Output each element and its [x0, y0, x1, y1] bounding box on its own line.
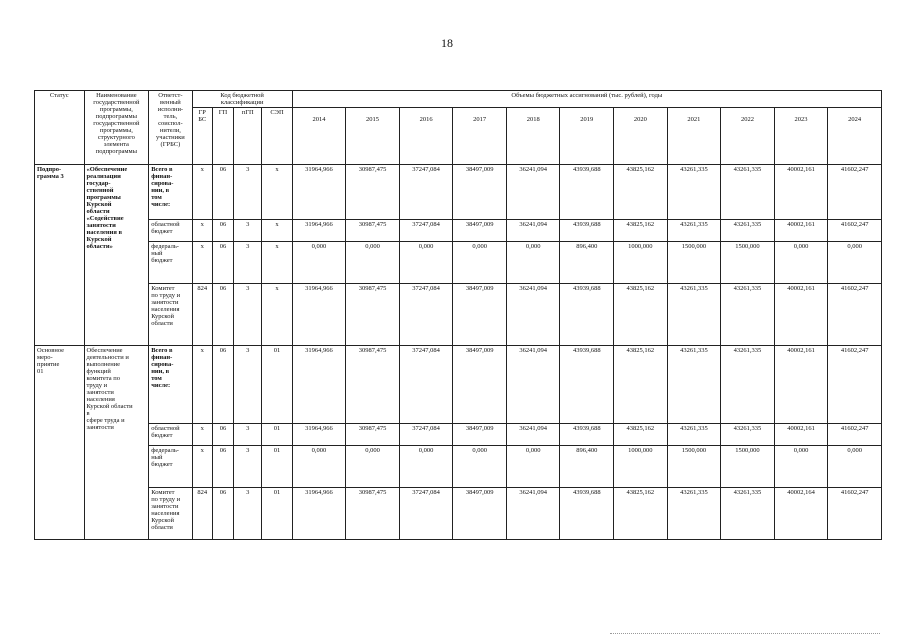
- row-value: 43939,688: [560, 488, 614, 540]
- header-year: 2016: [399, 108, 453, 165]
- row-code: 06: [212, 424, 233, 446]
- row-code: 3: [234, 446, 262, 488]
- row-program-name: Обеспечение деятельности и выполнение функций комитета по труду и занятости населения Курской области в сфере труда и занятости: [84, 346, 149, 540]
- row-value: 37247,084: [399, 220, 453, 242]
- row-value: 1000,000: [614, 242, 668, 284]
- row-responsible: федераль- ный бюджет: [149, 446, 192, 488]
- page-number: 18: [441, 36, 453, 50]
- row-code: х: [192, 346, 212, 424]
- row-value: 41602,247: [828, 220, 882, 242]
- row-value: 30987,475: [346, 488, 400, 540]
- header-status: Статус: [35, 91, 85, 165]
- row-code: 06: [212, 242, 233, 284]
- row-code: 3: [234, 242, 262, 284]
- row-responsible: Комитет по труду и занятости населения Курской области: [149, 488, 192, 540]
- row-status: Основное меро- приятие 01: [35, 346, 85, 540]
- row-value: 1500,000: [721, 446, 775, 488]
- footer-divider: [610, 633, 880, 635]
- row-value: 36241,094: [506, 165, 560, 220]
- row-value: 43261,335: [721, 488, 775, 540]
- table-row: [35, 424, 882, 446]
- row-code: х: [262, 242, 292, 284]
- header-year: 2015: [346, 108, 400, 165]
- row-value: 1500,000: [667, 446, 721, 488]
- header-year: 2020: [614, 108, 668, 165]
- row-value: 41602,247: [828, 424, 882, 446]
- header-year: 2014: [292, 108, 346, 165]
- row-responsible: федераль- ный бюджет: [149, 242, 192, 284]
- row-code: 3: [234, 424, 262, 446]
- row-value: 37247,084: [399, 488, 453, 540]
- row-value: 1500,000: [721, 242, 775, 284]
- row-value: 0,000: [346, 446, 400, 488]
- row-value: 38497,009: [453, 284, 507, 346]
- row-value: 43825,162: [614, 424, 668, 446]
- row-value: 43261,335: [667, 165, 721, 220]
- row-value: 30987,475: [346, 284, 400, 346]
- row-value: 43261,335: [667, 424, 721, 446]
- header-name: Наименование государственной программы, подпрограммы государственной программы, структурного элемента подпрограммы: [84, 91, 149, 165]
- row-code: 824: [192, 488, 212, 540]
- row-value: 36241,094: [506, 284, 560, 346]
- table-row: [35, 446, 882, 488]
- row-value: 40002,161: [774, 220, 828, 242]
- row-value: 38497,009: [453, 165, 507, 220]
- row-value: 38497,009: [453, 488, 507, 540]
- row-code: 06: [212, 220, 233, 242]
- row-code: х: [192, 220, 212, 242]
- header-volumes: Объемы бюджетных ассигнований (тыс. рублей), годы: [292, 91, 881, 108]
- header-code-col: ГР БС: [192, 108, 212, 165]
- row-value: 43939,688: [560, 165, 614, 220]
- row-value: 37247,084: [399, 165, 453, 220]
- row-value: 30987,475: [346, 165, 400, 220]
- header-year: 2023: [774, 108, 828, 165]
- row-value: 40002,164: [774, 488, 828, 540]
- row-code: 01: [262, 346, 292, 424]
- row-value: 43939,688: [560, 346, 614, 424]
- row-code: 06: [212, 446, 233, 488]
- row-responsible: областной бюджет: [149, 424, 192, 446]
- row-value: 1000,000: [614, 446, 668, 488]
- row-value: 31964,966: [292, 424, 346, 446]
- row-value: 0,000: [828, 242, 882, 284]
- row-code: 3: [234, 488, 262, 540]
- row-value: 0,000: [292, 446, 346, 488]
- row-value: 30987,475: [346, 424, 400, 446]
- row-code: 3: [234, 220, 262, 242]
- row-responsible: Комитет по труду и занятости населения Курской области: [149, 284, 192, 346]
- row-value: 43261,335: [667, 284, 721, 346]
- row-value: 43261,335: [721, 284, 775, 346]
- header-responsible: Ответст- венный исполни- тель, соиспол- нители, участники (ГРБС): [149, 91, 192, 165]
- row-value: 36241,094: [506, 346, 560, 424]
- row-value: 0,000: [828, 446, 882, 488]
- row-responsible: Всего в финан- сирова- нии, в том числе:: [149, 165, 192, 220]
- row-code: 06: [212, 346, 233, 424]
- row-value: 36241,094: [506, 488, 560, 540]
- row-code: 3: [234, 165, 262, 220]
- header-code-col: пГП: [234, 108, 262, 165]
- row-code: х: [192, 446, 212, 488]
- row-value: 38497,009: [453, 346, 507, 424]
- row-code: 01: [262, 488, 292, 540]
- row-value: 1500,000: [667, 242, 721, 284]
- row-value: 0,000: [774, 242, 828, 284]
- row-value: 43261,335: [667, 220, 721, 242]
- row-value: 0,000: [453, 446, 507, 488]
- row-value: 41602,247: [828, 488, 882, 540]
- row-value: 43825,162: [614, 220, 668, 242]
- row-value: 43261,335: [667, 488, 721, 540]
- row-code: х: [262, 220, 292, 242]
- row-value: 41602,247: [828, 165, 882, 220]
- header-budget-code: Код бюджетной классификации: [192, 91, 292, 108]
- row-value: 0,000: [292, 242, 346, 284]
- row-value: 0,000: [399, 446, 453, 488]
- row-program-name: «Обеспечение реализации государ- ственной программы Курской области «Содействие занятости населения в Курской области»: [84, 165, 149, 346]
- row-value: 30987,475: [346, 220, 400, 242]
- table-row: [35, 284, 882, 346]
- row-code: 3: [234, 284, 262, 346]
- row-value: 43939,688: [560, 220, 614, 242]
- row-value: 0,000: [774, 446, 828, 488]
- row-code: 06: [212, 488, 233, 540]
- row-value: 37247,084: [399, 284, 453, 346]
- row-value: 41602,247: [828, 346, 882, 424]
- row-value: 0,000: [399, 242, 453, 284]
- row-value: 43261,335: [721, 346, 775, 424]
- row-value: 0,000: [453, 242, 507, 284]
- row-status: Подпро- грамма 3: [35, 165, 85, 346]
- row-value: 0,000: [506, 446, 560, 488]
- table-row: [35, 165, 882, 220]
- row-value: 43825,162: [614, 488, 668, 540]
- row-value: 896,400: [560, 242, 614, 284]
- row-value: 38497,009: [453, 424, 507, 446]
- row-value: 40002,161: [774, 424, 828, 446]
- row-code: х: [192, 165, 212, 220]
- budget-allocation-table: [34, 90, 882, 540]
- header-year: 2021: [667, 108, 721, 165]
- row-code: х: [192, 424, 212, 446]
- header-year: 2018: [506, 108, 560, 165]
- row-value: 30987,475: [346, 346, 400, 424]
- table-row: [35, 242, 882, 284]
- header-year: 2022: [721, 108, 775, 165]
- row-value: 37247,084: [399, 424, 453, 446]
- table-row: [35, 346, 882, 424]
- table-row: [35, 220, 882, 242]
- row-value: 43939,688: [560, 424, 614, 446]
- row-value: 43825,162: [614, 346, 668, 424]
- row-code: х: [262, 165, 292, 220]
- row-value: 31964,966: [292, 488, 346, 540]
- row-responsible: Всего в финан- сирова- нии, в том числе:: [149, 346, 192, 424]
- row-code: 06: [212, 284, 233, 346]
- row-code: 3: [234, 346, 262, 424]
- row-value: 43825,162: [614, 284, 668, 346]
- row-value: 38497,009: [453, 220, 507, 242]
- row-code: 06: [212, 165, 233, 220]
- header-year: 2019: [560, 108, 614, 165]
- row-value: 43939,688: [560, 284, 614, 346]
- table-header-row: [35, 91, 882, 108]
- table-row: [35, 488, 882, 540]
- row-value: 40002,161: [774, 284, 828, 346]
- row-value: 0,000: [506, 242, 560, 284]
- row-code: 01: [262, 424, 292, 446]
- header-code-col: ГП: [212, 108, 233, 165]
- row-code: х: [192, 242, 212, 284]
- row-value: 43261,335: [721, 165, 775, 220]
- row-value: 43261,335: [667, 346, 721, 424]
- header-year: 2024: [828, 108, 882, 165]
- row-value: 36241,094: [506, 424, 560, 446]
- row-value: 31964,966: [292, 165, 346, 220]
- row-responsible: областной бюджет: [149, 220, 192, 242]
- row-value: 37247,084: [399, 346, 453, 424]
- row-code: х: [262, 284, 292, 346]
- row-value: 43261,335: [721, 424, 775, 446]
- row-code: 824: [192, 284, 212, 346]
- row-value: 0,000: [346, 242, 400, 284]
- row-value: 896,400: [560, 446, 614, 488]
- row-value: 40002,161: [774, 165, 828, 220]
- header-code-col: СЭП: [262, 108, 292, 165]
- row-value: 40002,161: [774, 346, 828, 424]
- header-year: 2017: [453, 108, 507, 165]
- row-value: 43261,335: [721, 220, 775, 242]
- row-value: 31964,966: [292, 284, 346, 346]
- row-value: 36241,094: [506, 220, 560, 242]
- row-value: 43825,162: [614, 165, 668, 220]
- row-value: 31964,966: [292, 346, 346, 424]
- row-value: 31964,966: [292, 220, 346, 242]
- row-code: 01: [262, 446, 292, 488]
- row-value: 41602,247: [828, 284, 882, 346]
